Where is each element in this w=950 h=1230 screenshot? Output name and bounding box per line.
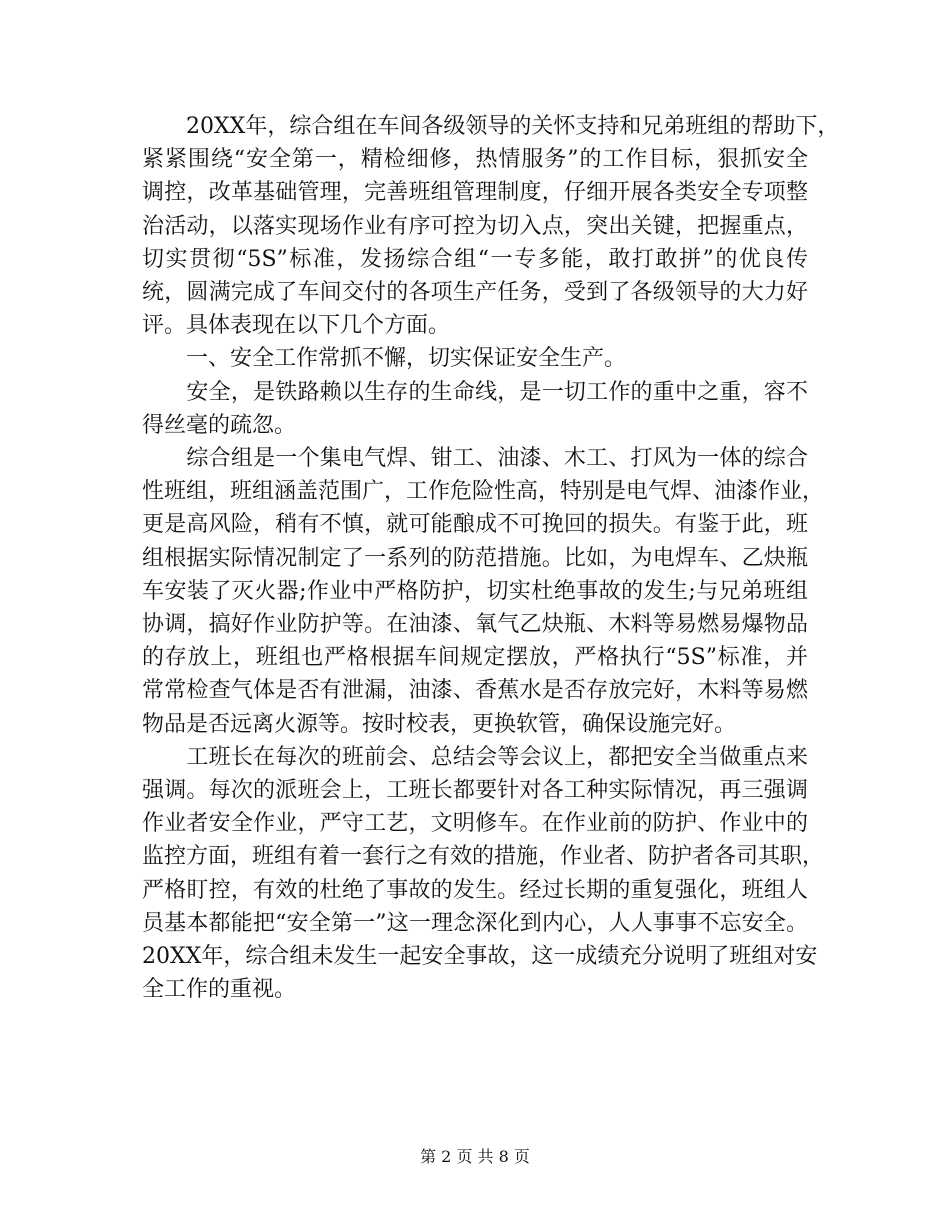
text-line: 20XX年，综合组在车间各级领导的关怀支持和兄弟班组的帮助下， [142, 114, 840, 139]
document-body [142, 110, 840, 1006]
text-line: 评。具体表现在以下几个方面。 [142, 313, 451, 339]
text-line: 组根据实际情况制定了一系列的防范措施。比如，为电焊车、乙炔瓶 [142, 545, 808, 571]
paragraph [142, 376, 808, 442]
text-line: 统，圆满完成了车间交付的各项生产任务，受到了各级领导的大力好 [142, 280, 808, 306]
text-line: 员基本都能把“安全第一”这一理念深化到内心，人人事事不忘安全。 [142, 910, 808, 936]
text-line: 调控，改革基础管理，完善班组管理制度，仔细开展各类安全专项整 [142, 180, 808, 206]
text-line: 作业者安全作业，严守工艺，文明修车。在作业前的防护、作业中的 [142, 811, 808, 837]
text-line: 更是高风险，稍有不慎，就可能酿成不可挽回的损失。有鉴于此，班 [142, 512, 808, 538]
text-line: 强调。每次的派班会上，工班长都要针对各工种实际情况，再三强调 [142, 778, 808, 804]
paragraph [142, 342, 808, 375]
paragraph [142, 110, 840, 342]
text-line: 切实贯彻“5S”标准，发扬综合组“一专多能，敢打敢拼”的优良传 [142, 246, 808, 272]
text-line: 全工作的重视。 [142, 977, 297, 1003]
text-line: 20XX年，综合组未发生一起安全事故，这一成绩充分说明了班组对安 [142, 944, 818, 970]
text-line: 得丝毫的疏忽。 [142, 412, 297, 438]
text-line: 车安装了灭火器;作业中严格防护，切实杜绝事故的发生;与兄弟班组 [142, 578, 808, 604]
page-footer: 第 2 页 共 8 页 [420, 1147, 530, 1166]
text-line: 的存放上，班组也严格根据车间规定摆放，严格执行“5S”标准，并 [142, 645, 808, 671]
text-line: 严格盯控，有效的杜绝了事故的发生。经过长期的重复强化，班组人 [142, 877, 808, 903]
text-line: 物品是否远离火源等。按时校表，更换软管，确保设施完好。 [142, 711, 737, 737]
paragraph [142, 442, 825, 741]
text-line: 工班长在每次的班前会、总结会等会议上，都把安全当做重点来 [142, 744, 808, 770]
text-line: 安全，是铁路赖以生存的生命线，是一切工作的重中之重，容不 [142, 379, 808, 405]
text-line: 一、安全工作常抓不懈，切实保证安全生产。 [142, 346, 627, 372]
text-line: 监控方面，班组有着一套行之有效的措施，作业者、防护者各司其职， [142, 844, 825, 870]
text-line: 性班组，班组涵盖范围广，工作危险性高，特别是电气焊、油漆作业， [142, 479, 825, 505]
text-line: 协调，搞好作业防护等。在油漆、氧气乙炔瓶、木料等易燃易爆物品 [142, 612, 808, 638]
text-line: 治活动，以落实现场作业有序可控为切入点，突出关键，把握重点， [142, 213, 808, 239]
text-line: 综合组是一个集电气焊、钳工、油漆、木工、打风为一体的综合 [142, 446, 808, 472]
text-line: 紧紧围绕“安全第一，精检细修，热情服务”的工作目标，狠抓安全 [142, 147, 808, 173]
text-line: 常常检查气体是否有泄漏，油漆、香蕉水是否存放完好，木料等易燃 [142, 678, 808, 704]
paragraph [142, 741, 825, 1007]
